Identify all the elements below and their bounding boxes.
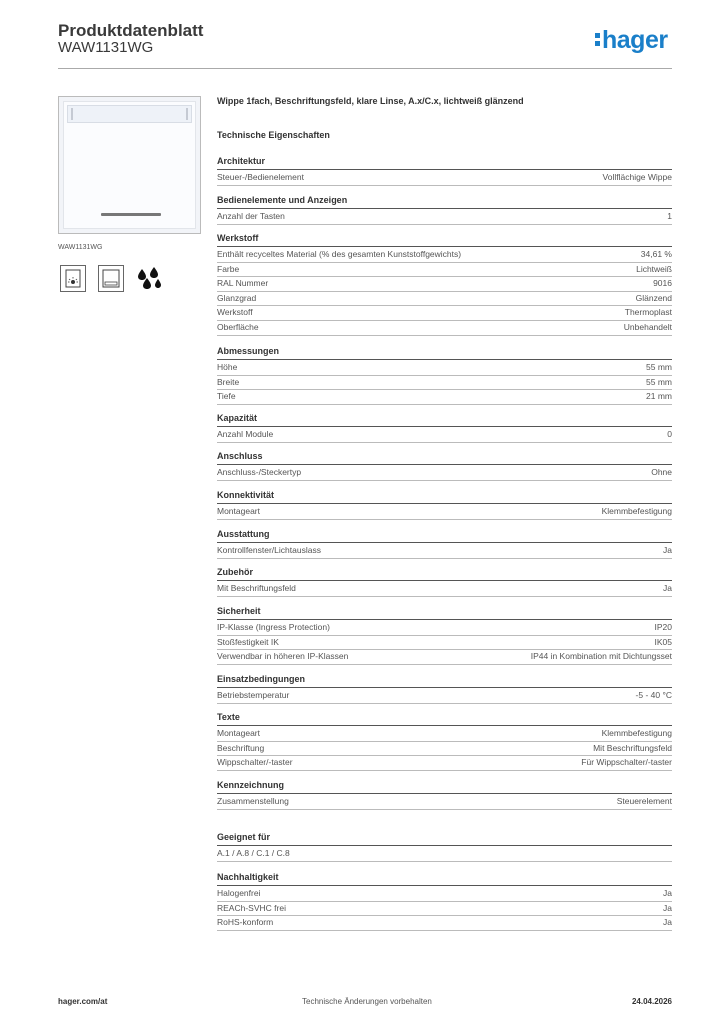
section-heading: Konnektivität xyxy=(217,490,672,504)
light-window-icon xyxy=(60,265,86,292)
spec-key: A.1 / A.8 / C.1 / C.8 xyxy=(217,848,290,858)
spec-value: Mit Beschriftungsfeld xyxy=(593,742,672,753)
spec-row xyxy=(217,795,672,810)
section-heading: Zubehör xyxy=(217,567,672,581)
spec-value: Ohne xyxy=(651,467,672,477)
spec-key: Enthält recyceltes Material (% des gesamten Kunststoffgewichts) xyxy=(217,249,462,259)
spec-row xyxy=(217,887,672,902)
spec-row xyxy=(217,171,672,186)
spec-value: 21 mm xyxy=(646,391,672,402)
spec-row xyxy=(217,847,672,862)
spec-key: Glanzgrad xyxy=(217,292,257,303)
section-heading: Texte xyxy=(217,712,672,726)
spec-row xyxy=(217,428,672,443)
water-drops-icon xyxy=(136,265,162,292)
spec-value: Steuerelement xyxy=(616,796,672,806)
light-slot xyxy=(101,213,161,216)
spec-row xyxy=(217,361,672,376)
spec-value: Glänzend xyxy=(635,292,672,303)
spec-key: Mit Beschriftungsfeld xyxy=(217,583,296,593)
spec-key: Tiefe xyxy=(217,391,236,402)
spec-key: Halogenfrei xyxy=(217,888,261,898)
spec-row xyxy=(217,210,672,225)
spec-key: Kontrollfenster/Lichtauslass xyxy=(217,545,321,555)
section-heading: Sicherheit xyxy=(217,606,672,620)
spec-key: Montageart xyxy=(217,506,260,516)
spec-row xyxy=(217,306,672,321)
spec-key: REACh-SVHC frei xyxy=(217,902,286,913)
spec-row xyxy=(217,321,672,336)
spec-row xyxy=(217,727,672,742)
spec-key: Betriebstemperatur xyxy=(217,690,290,700)
spec-row xyxy=(217,902,672,917)
page-title: Produktdatenblatt xyxy=(58,21,204,40)
spec-key: Verwendbar in höheren IP-Klassen xyxy=(217,651,349,662)
spec-value: IK05 xyxy=(654,636,672,647)
section-heading: Ausstattung xyxy=(217,529,672,543)
spec-row xyxy=(217,292,672,307)
spec-row xyxy=(217,248,672,263)
spec-value: Lichtweiß xyxy=(636,263,672,274)
spec-value: Klemmbefestigung xyxy=(601,728,672,738)
spec-key: Montageart xyxy=(217,728,260,738)
spec-value: 55 mm xyxy=(646,362,672,372)
spec-value: Für Wippschalter/-taster xyxy=(581,757,672,768)
spec-key: Zusammenstellung xyxy=(217,796,289,806)
spec-key: RAL Nummer xyxy=(217,278,269,289)
section-heading: Bedienelemente und Anzeigen xyxy=(217,195,672,209)
tech-properties-title: Technische Eigenschaften xyxy=(217,130,330,140)
spec-key: Farbe xyxy=(217,263,240,274)
spec-row xyxy=(217,689,672,704)
hager-logo xyxy=(594,26,668,55)
spec-value: -5 - 40 °C xyxy=(635,690,672,700)
spec-key: Anschluss-/Steckertyp xyxy=(217,467,302,477)
spec-value: 55 mm xyxy=(646,376,672,387)
spec-value: IP20 xyxy=(654,622,672,632)
logo-mark-icon xyxy=(594,29,601,49)
spec-value: 0 xyxy=(667,429,672,439)
spec-key: Werkstoff xyxy=(217,307,253,318)
section-heading: Kapazität xyxy=(217,413,672,427)
spec-key: Anzahl Module xyxy=(217,429,274,439)
spec-key: Oberfläche xyxy=(217,322,259,332)
spec-row xyxy=(217,621,672,636)
header-divider xyxy=(58,68,672,69)
spec-row xyxy=(217,376,672,391)
spec-key: IP-Klasse (Ingress Protection) xyxy=(217,622,330,632)
spec-value: Ja xyxy=(663,902,672,913)
spec-key: Stoßfestigkeit IK xyxy=(217,636,279,647)
section-heading: Nachhaltigkeit xyxy=(217,872,672,886)
spec-key: Breite xyxy=(217,376,240,387)
spec-row xyxy=(217,466,672,481)
spec-value: 34,61 % xyxy=(640,249,672,259)
spec-value: Unbehandelt xyxy=(623,322,672,332)
spec-key: Steuer-/Bedienelement xyxy=(217,172,304,182)
spec-value: Ja xyxy=(663,888,672,898)
image-caption: WAW1131WG xyxy=(58,244,103,251)
spec-key: Beschriftung xyxy=(217,742,265,753)
spec-value: Thermoplast xyxy=(624,307,672,318)
spec-row xyxy=(217,263,672,278)
product-subtitle: Wippe 1fach, Beschriftungsfeld, klare Linse, A.x/C.x, lichtweiß glänzend xyxy=(217,96,524,106)
product-code: WAW1131WG xyxy=(58,39,154,56)
footer-notice: Technische Änderungen vorbehalten xyxy=(302,997,432,1006)
spec-key: Anzahl der Tasten xyxy=(217,211,285,221)
spec-row xyxy=(217,636,672,651)
spec-value: Klemmbefestigung xyxy=(601,506,672,516)
spec-row xyxy=(217,544,672,559)
spec-row xyxy=(217,916,672,931)
section-heading: Geeignet für xyxy=(217,832,672,846)
section-heading: Kennzeichnung xyxy=(217,780,672,794)
spec-row xyxy=(217,756,672,771)
section-heading: Anschluss xyxy=(217,451,672,465)
spec-row xyxy=(217,277,672,292)
section-heading: Werkstoff xyxy=(217,233,672,247)
spec-row xyxy=(217,505,672,520)
spec-row xyxy=(217,582,672,597)
spec-key: Wippschalter/-taster xyxy=(217,757,293,768)
spec-value: IP44 in Kombination mit Dichtungsset xyxy=(530,651,672,662)
section-heading: Architektur xyxy=(217,156,672,170)
spec-key: RoHS-konform xyxy=(217,917,274,928)
spec-value: Ja xyxy=(663,545,672,555)
label-field-icon xyxy=(98,265,124,292)
product-image xyxy=(58,96,201,234)
spec-key: Höhe xyxy=(217,362,238,372)
spec-value: 1 xyxy=(667,211,672,221)
section-heading: Einsatzbedingungen xyxy=(217,674,672,688)
label-window xyxy=(67,105,192,123)
spec-value: Ja xyxy=(663,917,672,928)
footer-website: hager.com/at xyxy=(58,997,108,1006)
spec-value: Vollflächige Wippe xyxy=(602,172,672,182)
footer-date: 24.04.2026 xyxy=(631,997,672,1006)
spec-row xyxy=(217,390,672,405)
spec-value: Ja xyxy=(663,583,672,593)
rocker-face xyxy=(63,101,196,229)
spec-row xyxy=(217,650,672,665)
spec-row xyxy=(217,742,672,757)
logo-text: hager xyxy=(602,26,668,54)
section-heading: Abmessungen xyxy=(217,346,672,360)
spec-value: 9016 xyxy=(653,278,672,289)
